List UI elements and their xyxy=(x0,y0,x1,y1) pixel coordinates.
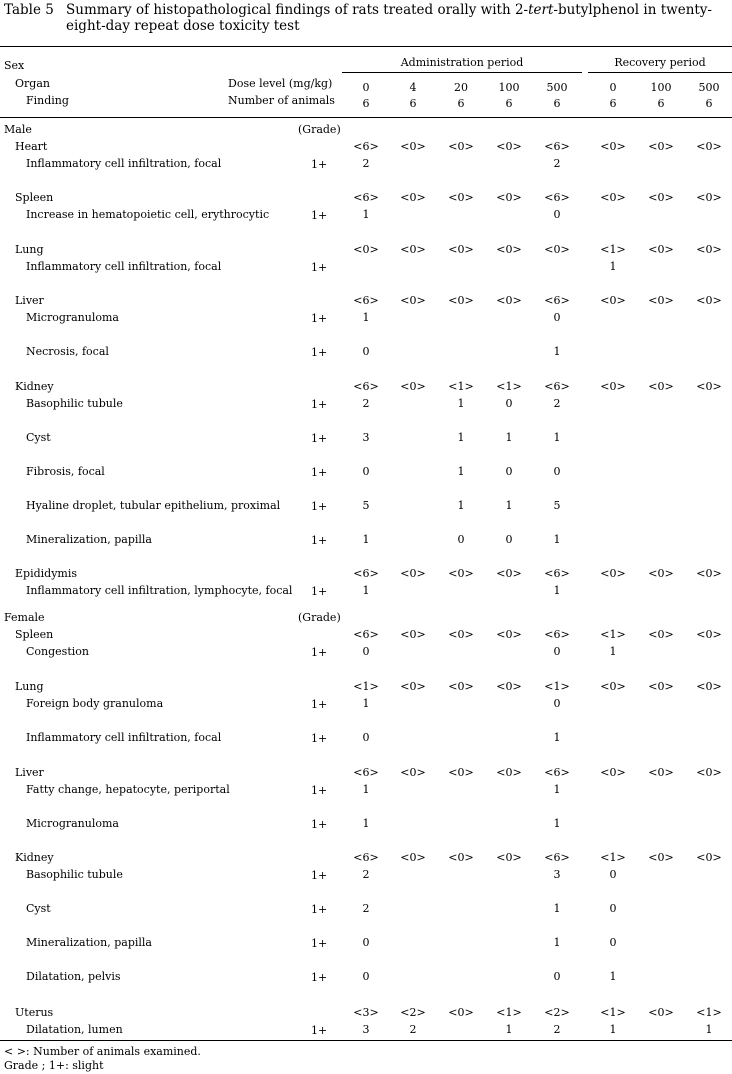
header-organ: Organ xyxy=(15,77,50,90)
finding-value: 1 xyxy=(609,970,617,983)
admin-span-rule xyxy=(342,72,582,73)
footnote-grade: Grade ; 1+: slight xyxy=(4,1059,104,1072)
examined-count: <0> xyxy=(448,1006,474,1019)
finding-value: 2 xyxy=(362,397,370,410)
examined-count: <0> xyxy=(696,243,722,256)
header-recovery-period: Recovery period xyxy=(614,56,706,69)
finding-label: Increase in hematopoietic cell, erythrocytic xyxy=(26,208,270,221)
finding-label: Basophilic tubule xyxy=(26,397,123,410)
examined-count: <0> xyxy=(400,628,426,641)
examined-count: <0> xyxy=(400,380,426,393)
examined-count: <6> xyxy=(353,766,379,779)
organ-label: Spleen xyxy=(15,628,54,641)
finding-grade: 1+ xyxy=(311,784,328,797)
examined-count: <0> xyxy=(400,294,426,307)
finding-label: Mineralization, papilla xyxy=(26,533,152,546)
finding-value: 2 xyxy=(362,157,370,170)
finding-value: 1 xyxy=(457,397,465,410)
finding-value: 1 xyxy=(362,783,370,796)
dose-column-header: 0 xyxy=(362,81,370,94)
finding-label: Cyst xyxy=(26,902,51,915)
finding-value: 1 xyxy=(553,731,561,744)
finding-label: Fatty change, hepatocyte, periportal xyxy=(26,783,230,796)
organ-label: Liver xyxy=(15,766,44,779)
finding-value: 0 xyxy=(362,465,370,478)
finding-value: 1 xyxy=(705,1023,713,1036)
dose-column-header: 500 xyxy=(698,81,720,94)
finding-value: 5 xyxy=(362,499,370,512)
examined-count: <0> xyxy=(496,851,522,864)
examined-count: <6> xyxy=(353,140,379,153)
finding-value: 1 xyxy=(609,260,617,273)
examined-count: <1> xyxy=(496,1006,522,1019)
examined-count: <6> xyxy=(353,191,379,204)
finding-value: 5 xyxy=(553,499,561,512)
examined-count: <0> xyxy=(648,140,674,153)
header-number-of-animals: Number of animals xyxy=(228,94,335,107)
finding-value: 1 xyxy=(362,817,370,830)
finding-label: Dilatation, lumen xyxy=(26,1023,123,1036)
finding-value: 2 xyxy=(409,1023,417,1036)
finding-grade: 1+ xyxy=(311,398,328,411)
dose-column-header: 100 xyxy=(650,81,672,94)
finding-value: 2 xyxy=(553,1023,561,1036)
finding-label: Fibrosis, focal xyxy=(26,465,105,478)
finding-grade: 1+ xyxy=(311,646,328,659)
finding-label: Microgranuloma xyxy=(26,311,119,324)
dose-column-animal-count: 6 xyxy=(457,97,465,110)
dose-column-header: 500 xyxy=(546,81,568,94)
examined-count: <1> xyxy=(496,380,522,393)
finding-label: Necrosis, focal xyxy=(26,345,109,358)
finding-value: 3 xyxy=(362,1023,370,1036)
examined-count: <0> xyxy=(400,243,426,256)
examined-count: <6> xyxy=(544,140,570,153)
finding-label: Mineralization, papilla xyxy=(26,936,152,949)
organ-label: Kidney xyxy=(15,380,54,393)
finding-grade: 1+ xyxy=(311,818,328,831)
finding-grade: 1+ xyxy=(311,312,328,325)
finding-value: 1 xyxy=(553,345,561,358)
examined-count: <1> xyxy=(600,243,626,256)
finding-value: 1 xyxy=(505,1023,513,1036)
examined-count: <6> xyxy=(544,628,570,641)
examined-count: <0> xyxy=(648,191,674,204)
examined-count: <0> xyxy=(400,567,426,580)
finding-value: 2 xyxy=(553,157,561,170)
finding-label: Inflammatory cell infiltration, lymphocyte, focal xyxy=(26,584,293,597)
examined-count: <0> xyxy=(496,567,522,580)
examined-count: <1> xyxy=(600,1006,626,1019)
table-label: Table 5 xyxy=(4,2,54,18)
header-dose-level: Dose level (mg/kg) xyxy=(228,77,333,90)
finding-value: 0 xyxy=(362,645,370,658)
examined-count: <0> xyxy=(648,680,674,693)
dose-column-header: 20 xyxy=(454,81,468,94)
finding-value: 1 xyxy=(553,783,561,796)
examined-count: <6> xyxy=(353,567,379,580)
examined-count: <0> xyxy=(448,243,474,256)
examined-count: <0> xyxy=(544,243,570,256)
examined-count: <0> xyxy=(600,140,626,153)
examined-count: <6> xyxy=(544,294,570,307)
finding-value: 1 xyxy=(457,499,465,512)
examined-count: <0> xyxy=(448,766,474,779)
finding-label: Inflammatory cell infiltration, focal xyxy=(26,260,222,273)
table-title: Summary of histopathological findings of rats treated orally with 2-tert-butylphenol in twenty-eight-day repeat dose toxicity test xyxy=(66,2,712,34)
footnote-examined: < >: Number of animals examined. xyxy=(4,1045,201,1058)
examined-count: <0> xyxy=(448,567,474,580)
organ-label: Liver xyxy=(15,294,44,307)
finding-value: 1 xyxy=(362,533,370,546)
examined-count: <0> xyxy=(696,191,722,204)
dose-column-animal-count: 6 xyxy=(609,97,617,110)
examined-count: <0> xyxy=(696,628,722,641)
sex-label: Male xyxy=(4,123,32,136)
examined-count: <1> xyxy=(600,628,626,641)
finding-value: 1 xyxy=(553,936,561,949)
finding-value: 0 xyxy=(362,731,370,744)
examined-count: <0> xyxy=(648,628,674,641)
finding-grade: 1+ xyxy=(311,209,328,222)
examined-count: <0> xyxy=(696,851,722,864)
dose-column-animal-count: 6 xyxy=(409,97,417,110)
dose-column-header: 0 xyxy=(609,81,617,94)
examined-count: <2> xyxy=(400,1006,426,1019)
finding-value: 0 xyxy=(505,533,513,546)
finding-value: 0 xyxy=(609,868,617,881)
finding-grade: 1+ xyxy=(311,346,328,359)
examined-count: <1> xyxy=(696,1006,722,1019)
finding-grade: 1+ xyxy=(311,500,328,513)
finding-value: 1 xyxy=(609,1023,617,1036)
examined-count: <6> xyxy=(353,628,379,641)
examined-count: <0> xyxy=(400,851,426,864)
finding-value: 0 xyxy=(553,970,561,983)
finding-grade: 1+ xyxy=(311,432,328,445)
examined-count: <6> xyxy=(544,191,570,204)
finding-value: 0 xyxy=(553,645,561,658)
header-rule xyxy=(0,117,732,118)
examined-count: <6> xyxy=(544,851,570,864)
examined-count: <0> xyxy=(400,766,426,779)
finding-value: 2 xyxy=(362,902,370,915)
finding-grade: 1+ xyxy=(311,732,328,745)
examined-count: <0> xyxy=(648,567,674,580)
examined-count: <1> xyxy=(544,680,570,693)
finding-value: 0 xyxy=(609,902,617,915)
examined-count: <6> xyxy=(544,766,570,779)
examined-count: <0> xyxy=(600,766,626,779)
finding-value: 0 xyxy=(553,208,561,221)
header-administration-period: Administration period xyxy=(400,56,524,69)
finding-value: 3 xyxy=(362,431,370,444)
examined-count: <0> xyxy=(600,380,626,393)
dose-column-animal-count: 6 xyxy=(505,97,513,110)
finding-value: 0 xyxy=(362,345,370,358)
finding-grade: 1+ xyxy=(311,869,328,882)
finding-label: Congestion xyxy=(26,645,89,658)
finding-label: Foreign body granuloma xyxy=(26,697,164,710)
finding-label: Cyst xyxy=(26,431,51,444)
finding-value: 2 xyxy=(553,397,561,410)
sex-label: Female xyxy=(4,611,45,624)
examined-count: <0> xyxy=(696,680,722,693)
header-sex: Sex xyxy=(4,59,25,72)
organ-label: Kidney xyxy=(15,851,54,864)
examined-count: <0> xyxy=(496,680,522,693)
examined-count: <1> xyxy=(600,851,626,864)
examined-count: <0> xyxy=(648,851,674,864)
examined-count: <0> xyxy=(696,140,722,153)
examined-count: <0> xyxy=(648,294,674,307)
finding-value: 1 xyxy=(553,817,561,830)
examined-count: <1> xyxy=(448,380,474,393)
finding-label: Inflammatory cell infiltration, focal xyxy=(26,157,222,170)
examined-count: <0> xyxy=(496,243,522,256)
finding-value: 0 xyxy=(505,465,513,478)
finding-value: 1 xyxy=(553,431,561,444)
finding-grade: 1+ xyxy=(311,534,328,547)
examined-count: <0> xyxy=(600,567,626,580)
finding-grade: 1+ xyxy=(311,158,328,171)
finding-grade: 1+ xyxy=(311,1024,328,1037)
finding-value: 1 xyxy=(362,208,370,221)
dose-column-header: 4 xyxy=(409,81,417,94)
organ-label: Lung xyxy=(15,243,44,256)
examined-count: <0> xyxy=(496,191,522,204)
examined-count: <0> xyxy=(648,380,674,393)
examined-count: <0> xyxy=(600,680,626,693)
examined-count: <0> xyxy=(496,294,522,307)
finding-value: 1 xyxy=(553,533,561,546)
examined-count: <0> xyxy=(648,766,674,779)
examined-count: <0> xyxy=(496,140,522,153)
dose-column-animal-count: 6 xyxy=(657,97,665,110)
organ-label: Spleen xyxy=(15,191,54,204)
finding-value: 1 xyxy=(609,645,617,658)
finding-label: Dilatation, pelvis xyxy=(26,970,121,983)
finding-value: 1 xyxy=(457,431,465,444)
top-rule xyxy=(0,46,732,47)
dose-column-animal-count: 6 xyxy=(705,97,713,110)
bottom-rule xyxy=(0,1040,732,1041)
finding-value: 1 xyxy=(362,311,370,324)
examined-count: <6> xyxy=(353,294,379,307)
finding-value: 0 xyxy=(505,397,513,410)
examined-count: <6> xyxy=(544,567,570,580)
finding-label: Basophilic tubule xyxy=(26,868,123,881)
finding-grade: 1+ xyxy=(311,971,328,984)
examined-count: <0> xyxy=(448,628,474,641)
finding-grade: 1+ xyxy=(311,585,328,598)
finding-grade: 1+ xyxy=(311,698,328,711)
finding-value: 1 xyxy=(505,499,513,512)
organ-label: Lung xyxy=(15,680,44,693)
finding-label: Hyaline droplet, tubular epithelium, proximal xyxy=(26,499,281,512)
examined-count: <3> xyxy=(353,1006,379,1019)
header-finding: Finding xyxy=(26,94,69,107)
organ-label: Epididymis xyxy=(15,567,77,580)
finding-value: 2 xyxy=(362,868,370,881)
grade-column-label: (Grade) xyxy=(298,611,341,624)
examined-count: <2> xyxy=(544,1006,570,1019)
finding-value: 1 xyxy=(553,902,561,915)
examined-count: <0> xyxy=(496,628,522,641)
finding-value: 0 xyxy=(553,697,561,710)
examined-count: <1> xyxy=(353,680,379,693)
finding-grade: 1+ xyxy=(311,903,328,916)
examined-count: <0> xyxy=(600,294,626,307)
examined-count: <0> xyxy=(648,243,674,256)
dose-column-animal-count: 6 xyxy=(553,97,561,110)
dose-column-animal-count: 6 xyxy=(362,97,370,110)
examined-count: <0> xyxy=(448,140,474,153)
finding-label: Microgranuloma xyxy=(26,817,119,830)
finding-value: 1 xyxy=(553,584,561,597)
finding-value: 0 xyxy=(362,936,370,949)
examined-count: <6> xyxy=(353,851,379,864)
examined-count: <0> xyxy=(400,140,426,153)
examined-count: <0> xyxy=(448,294,474,307)
examined-count: <0> xyxy=(696,766,722,779)
finding-value: 0 xyxy=(457,533,465,546)
finding-label: Inflammatory cell infiltration, focal xyxy=(26,731,222,744)
examined-count: <0> xyxy=(648,1006,674,1019)
examined-count: <0> xyxy=(600,191,626,204)
examined-count: <6> xyxy=(353,380,379,393)
examined-count: <0> xyxy=(400,680,426,693)
finding-grade: 1+ xyxy=(311,937,328,950)
finding-grade: 1+ xyxy=(311,261,328,274)
examined-count: <0> xyxy=(448,851,474,864)
organ-label: Heart xyxy=(15,140,48,153)
examined-count: <0> xyxy=(353,243,379,256)
finding-value: 1 xyxy=(505,431,513,444)
examined-count: <6> xyxy=(544,380,570,393)
examined-count: <0> xyxy=(696,294,722,307)
examined-count: <0> xyxy=(496,766,522,779)
finding-value: 0 xyxy=(362,970,370,983)
examined-count: <0> xyxy=(696,380,722,393)
finding-value: 0 xyxy=(553,311,561,324)
finding-value: 0 xyxy=(609,936,617,949)
finding-grade: 1+ xyxy=(311,466,328,479)
examined-count: <0> xyxy=(448,191,474,204)
examined-count: <0> xyxy=(696,567,722,580)
organ-label: Uterus xyxy=(15,1006,54,1019)
finding-value: 0 xyxy=(553,465,561,478)
dose-column-header: 100 xyxy=(498,81,520,94)
recovery-span-rule xyxy=(588,72,732,73)
finding-value: 3 xyxy=(553,868,561,881)
examined-count: <0> xyxy=(400,191,426,204)
grade-column-label: (Grade) xyxy=(298,123,341,136)
finding-value: 1 xyxy=(362,584,370,597)
finding-value: 1 xyxy=(457,465,465,478)
finding-value: 1 xyxy=(362,697,370,710)
examined-count: <0> xyxy=(448,680,474,693)
